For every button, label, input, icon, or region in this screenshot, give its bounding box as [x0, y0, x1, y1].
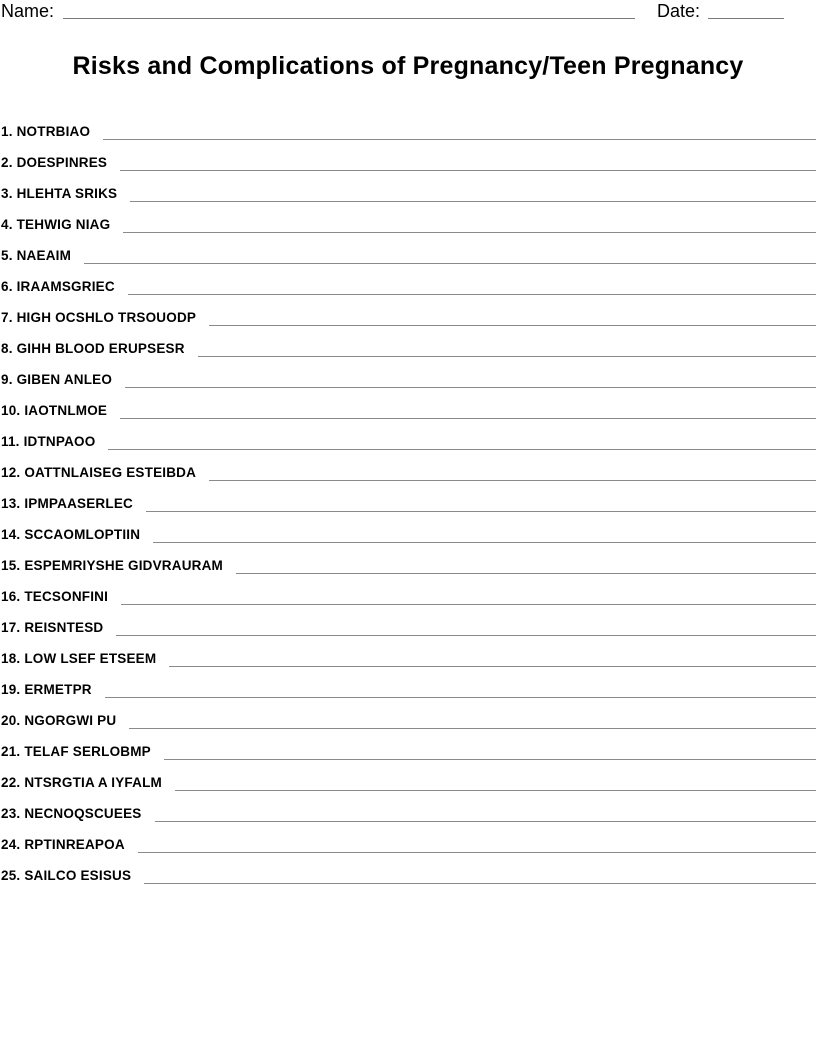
scrambled-word-label: 3. HLEHTA SRIKS [1, 186, 118, 201]
answer-line[interactable] [236, 573, 816, 574]
answer-line[interactable] [164, 759, 816, 760]
name-field-line[interactable] [63, 18, 635, 19]
list-item [0, 328, 816, 359]
list-item [0, 731, 816, 762]
answer-line[interactable] [108, 449, 816, 450]
scrambled-word-label: 20. NGORGWI PU [1, 713, 117, 728]
name-label: Name: [1, 1, 55, 21]
scrambled-word-label: 7. HIGH OCSHLO TRSOUODP [1, 310, 197, 325]
scrambled-word-label: 6. IRAAMSGRIEC [1, 279, 115, 294]
answer-line[interactable] [128, 294, 816, 295]
list-item [0, 762, 816, 793]
date-field-line[interactable] [708, 18, 784, 19]
answer-line[interactable] [138, 852, 816, 853]
answer-line[interactable] [175, 790, 816, 791]
list-item [0, 607, 816, 638]
scrambled-word-label: 2. DOESPINRES [1, 155, 108, 170]
answer-line[interactable] [120, 170, 816, 171]
worksheet-title: Risks and Complications of Pregnancy/Teen Pregnancy [72, 52, 744, 80]
list-item [0, 390, 816, 421]
scrambled-word-label: 12. OATTNLAISEG ESTEIBDA [1, 465, 197, 480]
scrambled-word-label: 15. ESPEMRIYSHE GIDVRAURAM [1, 558, 223, 573]
list-item [0, 359, 816, 390]
list-item [0, 514, 816, 545]
scrambled-word-label: 19. ERMETPR [1, 682, 92, 697]
list-item [0, 700, 816, 731]
list-item [0, 173, 816, 204]
list-item [0, 669, 816, 700]
scrambled-word-label: 22. NTSRGTIA A IYFALM [1, 775, 162, 790]
list-item [0, 421, 816, 452]
list-item [0, 266, 816, 297]
answer-line[interactable] [103, 139, 816, 140]
scrambled-word-label: 23. NECNOQSCUEES [1, 806, 142, 821]
list-item [0, 142, 816, 173]
scrambled-word-label: 4. TEHWIG NIAG [1, 217, 111, 232]
scrambled-word-label: 10. IAOTNLMOE [1, 403, 108, 418]
list-item [0, 545, 816, 576]
scrambled-word-label: 16. TECSONFINI [1, 589, 109, 604]
scrambled-word-label: 14. SCCAOMLOPTIIN [1, 527, 141, 542]
list-item [0, 483, 816, 514]
scrambled-word-list [0, 111, 816, 886]
answer-line[interactable] [146, 511, 816, 512]
answer-line[interactable] [153, 542, 816, 543]
worksheet-header [0, 0, 816, 24]
answer-line[interactable] [169, 666, 816, 667]
list-item [0, 204, 816, 235]
answer-line[interactable] [209, 480, 816, 481]
answer-line[interactable] [84, 263, 816, 264]
scrambled-word-label: 21. TELAF SERLOBMP [1, 744, 151, 759]
scrambled-word-label: 18. LOW LSEF ETSEEM [1, 651, 157, 666]
scrambled-word-label: 5. NAEAIM [1, 248, 72, 263]
answer-line[interactable] [198, 356, 816, 357]
answer-line[interactable] [209, 325, 816, 326]
answer-line[interactable] [123, 232, 816, 233]
answer-line[interactable] [121, 604, 816, 605]
scrambled-word-label: 24. RPTINREAPOA [1, 837, 125, 852]
list-item [0, 576, 816, 607]
scrambled-word-label: 11. IDTNPAOO [1, 434, 96, 449]
list-item [0, 297, 816, 328]
list-item [0, 855, 816, 886]
answer-line[interactable] [130, 201, 816, 202]
scrambled-word-label: 17. REISNTESD [1, 620, 104, 635]
list-item [0, 824, 816, 855]
scrambled-word-label: 8. GIHH BLOOD ERUPSESR [1, 341, 185, 356]
list-item [0, 235, 816, 266]
scrambled-word-label: 1. NOTRBIAO [1, 124, 91, 139]
answer-line[interactable] [120, 418, 816, 419]
list-item [0, 111, 816, 142]
list-item [0, 452, 816, 483]
answer-line[interactable] [129, 728, 816, 729]
scrambled-word-label: 13. IPMPAASERLEC [1, 496, 133, 511]
answer-line[interactable] [105, 697, 816, 698]
scrambled-word-label: 9. GIBEN ANLEO [1, 372, 113, 387]
scrambled-word-label: 25. SAILCO ESISUS [1, 868, 132, 883]
answer-line[interactable] [144, 883, 816, 884]
answer-line[interactable] [116, 635, 816, 636]
answer-line[interactable] [125, 387, 816, 388]
answer-line[interactable] [155, 821, 816, 822]
list-item [0, 793, 816, 824]
list-item [0, 638, 816, 669]
date-label: Date: [657, 1, 701, 21]
